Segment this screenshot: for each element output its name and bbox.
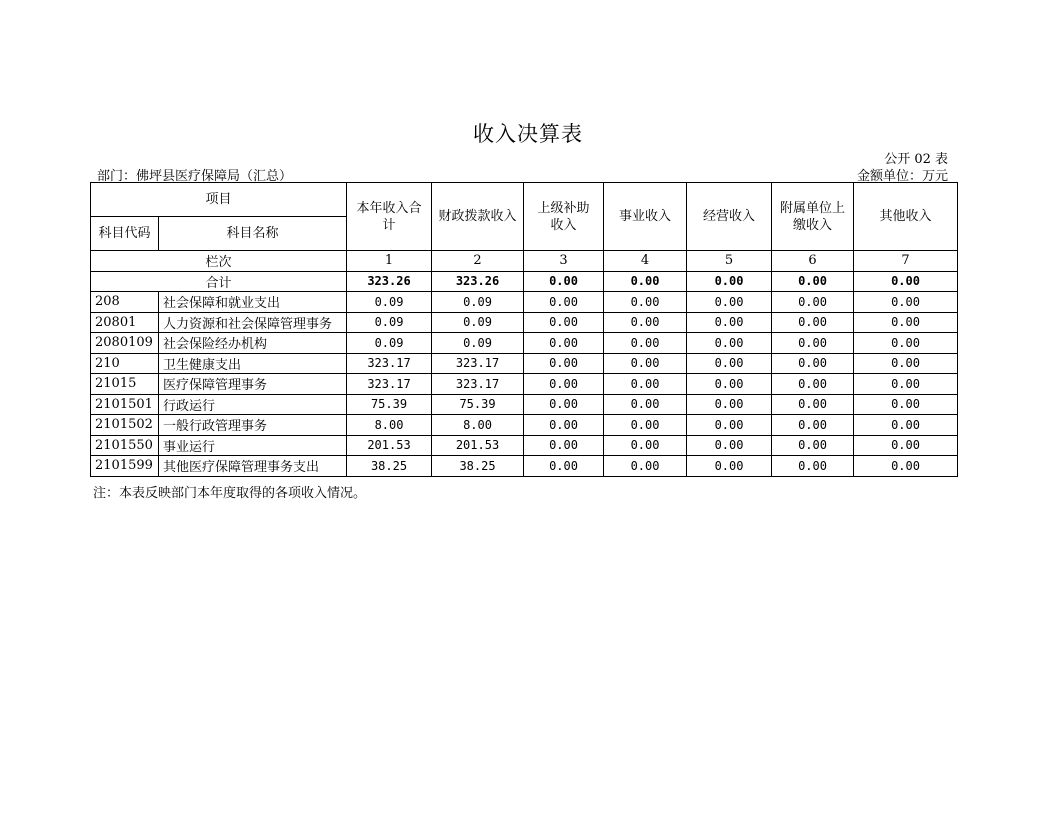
amount-cell: 201.53	[432, 435, 524, 456]
amount-cell: 0.00	[854, 394, 958, 415]
column-number-row	[91, 251, 958, 272]
total-value: 0.00	[604, 271, 687, 292]
amount-cell: 0.00	[772, 415, 854, 436]
amount-cell: 0.00	[524, 415, 604, 436]
amount-cell: 0.00	[687, 394, 772, 415]
total-value: 323.26	[432, 271, 524, 292]
header-item: 项目	[91, 183, 347, 217]
amount-cell: 0.00	[772, 374, 854, 395]
amount-cell: 0.00	[854, 333, 958, 354]
subject-code: 2101599	[91, 456, 159, 477]
column-number: 3	[524, 251, 604, 272]
amount-cell: 0.00	[524, 312, 604, 333]
column-number: 5	[687, 251, 772, 272]
subject-code: 2080109	[91, 333, 159, 354]
subject-name: 医疗保障管理事务	[159, 374, 347, 395]
amount-cell: 0.00	[772, 456, 854, 477]
header-superior: 上级补助收入	[524, 183, 604, 251]
table-row	[91, 312, 958, 333]
amount-cell: 0.00	[854, 292, 958, 313]
amount-cell: 0.00	[604, 333, 687, 354]
amount-cell: 0.09	[347, 292, 432, 313]
amount-cell: 8.00	[432, 415, 524, 436]
amount-cell: 0.00	[524, 456, 604, 477]
amount-cell: 0.00	[772, 292, 854, 313]
subject-code: 20801	[91, 312, 159, 333]
column-number: 6	[772, 251, 854, 272]
amount-cell: 0.00	[524, 333, 604, 354]
amount-cell: 0.00	[854, 435, 958, 456]
subject-code: 21015	[91, 374, 159, 395]
total-value: 323.26	[347, 271, 432, 292]
subject-name: 事业运行	[159, 435, 347, 456]
amount-cell: 0.00	[604, 353, 687, 374]
amount-cell: 0.00	[604, 394, 687, 415]
amount-cell: 0.00	[772, 312, 854, 333]
amount-cell: 0.00	[604, 456, 687, 477]
amount-cell: 0.00	[687, 374, 772, 395]
total-value: 0.00	[524, 271, 604, 292]
amount-cell: 323.17	[432, 374, 524, 395]
amount-cell: 0.09	[347, 333, 432, 354]
amount-cell: 38.25	[432, 456, 524, 477]
column-number-label: 栏次	[91, 251, 347, 272]
amount-cell: 0.09	[432, 312, 524, 333]
amount-cell: 38.25	[347, 456, 432, 477]
subject-name: 卫生健康支出	[159, 353, 347, 374]
table-row	[91, 415, 958, 436]
amount-cell: 0.00	[687, 312, 772, 333]
table-row	[91, 394, 958, 415]
amount-cell: 0.00	[524, 394, 604, 415]
footnote: 注：本表反映部门本年度取得的各项收入情况。	[93, 486, 367, 501]
subject-name: 行政运行	[159, 394, 347, 415]
amount-cell: 0.00	[854, 374, 958, 395]
amount-cell: 0.09	[432, 292, 524, 313]
amount-cell: 0.00	[854, 456, 958, 477]
amount-cell: 0.00	[604, 374, 687, 395]
amount-cell: 0.00	[687, 456, 772, 477]
amount-cell: 0.00	[604, 292, 687, 313]
total-value: 0.00	[772, 271, 854, 292]
amount-cell: 0.00	[772, 435, 854, 456]
subject-name: 社会保障和就业支出	[159, 292, 347, 313]
amount-cell: 0.00	[772, 394, 854, 415]
amount-cell: 0.00	[854, 312, 958, 333]
amount-cell: 0.00	[524, 353, 604, 374]
unit-label: 金额单位：万元	[856, 169, 948, 184]
amount-cell: 0.00	[687, 333, 772, 354]
amount-cell: 0.00	[854, 353, 958, 374]
total-value: 0.00	[687, 271, 772, 292]
department-label: 部门：佛坪县医疗保障局（汇总）	[97, 169, 293, 184]
total-row	[91, 271, 958, 292]
subject-code: 2101501	[91, 394, 159, 415]
table-row	[91, 435, 958, 456]
table-row	[91, 456, 958, 477]
amount-cell: 75.39	[432, 394, 524, 415]
header-name: 科目名称	[159, 217, 347, 251]
amount-cell: 0.00	[687, 353, 772, 374]
subject-code: 208	[91, 292, 159, 313]
header-code: 科目代码	[91, 217, 159, 251]
amount-cell: 0.00	[604, 435, 687, 456]
subject-name: 一般行政管理事务	[159, 415, 347, 436]
amount-cell: 0.09	[347, 312, 432, 333]
income-table	[90, 182, 958, 477]
page-title: 收入决算表	[473, 122, 583, 146]
amount-cell: 323.17	[347, 353, 432, 374]
amount-cell: 0.00	[687, 415, 772, 436]
total-label: 合计	[91, 271, 347, 292]
header-operating: 经营收入	[687, 183, 772, 251]
column-number: 7	[854, 251, 958, 272]
amount-cell: 0.00	[772, 333, 854, 354]
subject-name: 人力资源和社会保障管理事务	[159, 312, 347, 333]
header-affiliated: 附属单位上缴收入	[772, 183, 854, 251]
column-number: 1	[347, 251, 432, 272]
subject-code: 2101502	[91, 415, 159, 436]
amount-cell: 0.00	[524, 435, 604, 456]
header-fiscal: 财政拨款收入	[432, 183, 524, 251]
column-number: 2	[432, 251, 524, 272]
amount-cell: 0.00	[854, 415, 958, 436]
table-row	[91, 374, 958, 395]
amount-cell: 0.00	[524, 374, 604, 395]
amount-cell: 0.00	[524, 292, 604, 313]
amount-cell: 8.00	[347, 415, 432, 436]
amount-cell: 0.00	[687, 292, 772, 313]
form-number: 公开 02 表	[884, 152, 948, 167]
amount-cell: 323.17	[347, 374, 432, 395]
header-total: 本年收入合计	[347, 183, 432, 251]
column-number: 4	[604, 251, 687, 272]
amount-cell: 0.00	[604, 312, 687, 333]
amount-cell: 0.00	[604, 415, 687, 436]
amount-cell: 323.17	[432, 353, 524, 374]
total-value: 0.00	[854, 271, 958, 292]
table-row	[91, 292, 958, 313]
header-other: 其他收入	[854, 183, 958, 251]
amount-cell: 201.53	[347, 435, 432, 456]
amount-cell: 0.00	[772, 353, 854, 374]
table-row	[91, 333, 958, 354]
amount-cell: 0.00	[687, 435, 772, 456]
subject-name: 社会保险经办机构	[159, 333, 347, 354]
amount-cell: 0.09	[432, 333, 524, 354]
header-business: 事业收入	[604, 183, 687, 251]
subject-code: 2101550	[91, 435, 159, 456]
subject-name: 其他医疗保障管理事务支出	[159, 456, 347, 477]
table-row	[91, 353, 958, 374]
amount-cell: 75.39	[347, 394, 432, 415]
subject-code: 210	[91, 353, 159, 374]
